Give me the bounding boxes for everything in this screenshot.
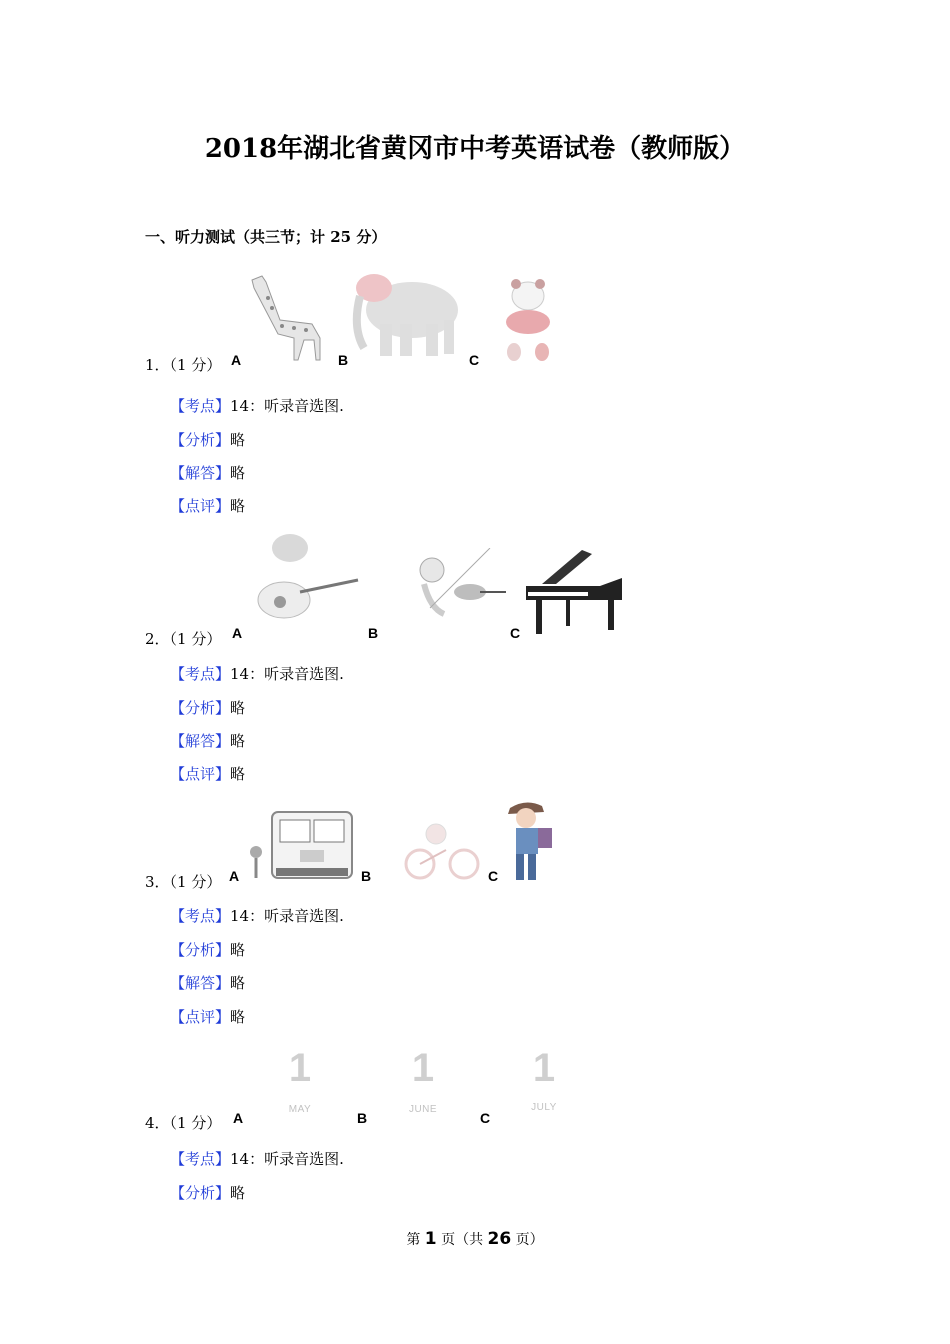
option-c: C [480,1110,491,1126]
walking-boy-image [502,798,562,886]
calendar-month-june: JUNE [408,1104,438,1115]
page-footer: 第 1 页（共 26 页） [406,1229,544,1249]
panda-image [500,274,560,368]
piano-image [522,544,632,638]
kaodian-line: 【考点】14：听录音选图. [170,665,344,683]
question-number: 3．（1 分） [145,873,222,891]
option-c: C [510,625,521,641]
option-c: C [488,868,499,884]
calendar-month-may: MAY [288,1104,312,1115]
fenxi-line: 【分析】略 [170,699,246,717]
option-a: A [233,1110,244,1126]
jieda-line: 【解答】略 [170,732,246,750]
fenxi-line: 【分析】略 [170,941,246,959]
calendar-month-july: JULY [531,1102,557,1113]
calendar-day-june: 1 [411,1046,435,1090]
fenxi-line: 【分析】略 [170,431,246,449]
fenxi-line: 【分析】略 [170,1184,246,1202]
guitar-girl-image [240,530,360,626]
bike-girl-image [402,820,492,884]
jieda-line: 【解答】略 [170,974,246,992]
giraffe-image [232,268,332,364]
dianping-line: 【点评】略 [170,497,246,515]
dianping-line: 【点评】略 [170,1008,246,1026]
option-a: A [231,352,242,368]
option-b: B [338,352,349,368]
option-c: C [469,352,480,368]
elephant-image [352,268,462,360]
dianping-line: 【点评】略 [170,765,246,783]
option-a: A [229,868,240,884]
calendar-day-july: 1 [532,1046,556,1090]
question-number: 1．（1 分） [145,356,222,374]
jieda-line: 【解答】略 [170,464,246,482]
calendar-day-may: 1 [288,1046,312,1090]
section-heading: 一、听力测试（共三节；计 25 分） [145,228,387,246]
option-b: B [361,868,372,884]
question-number: 4．（1 分） [145,1114,222,1132]
page-title: 2018年湖北省黄冈市中考英语试卷（教师版） [204,134,746,164]
kaodian-line: 【考点】14：听录音选图. [170,1150,344,1168]
kaodian-line: 【考点】14：听录音选图. [170,397,344,415]
option-b: B [368,625,379,641]
option-a: A [232,625,243,641]
kaodian-line: 【考点】14：听录音选图. [170,907,344,925]
option-b: B [357,1110,368,1126]
question-number: 2．（1 分） [145,630,222,648]
bus-image [238,804,358,884]
violin-girl-image [410,548,510,620]
